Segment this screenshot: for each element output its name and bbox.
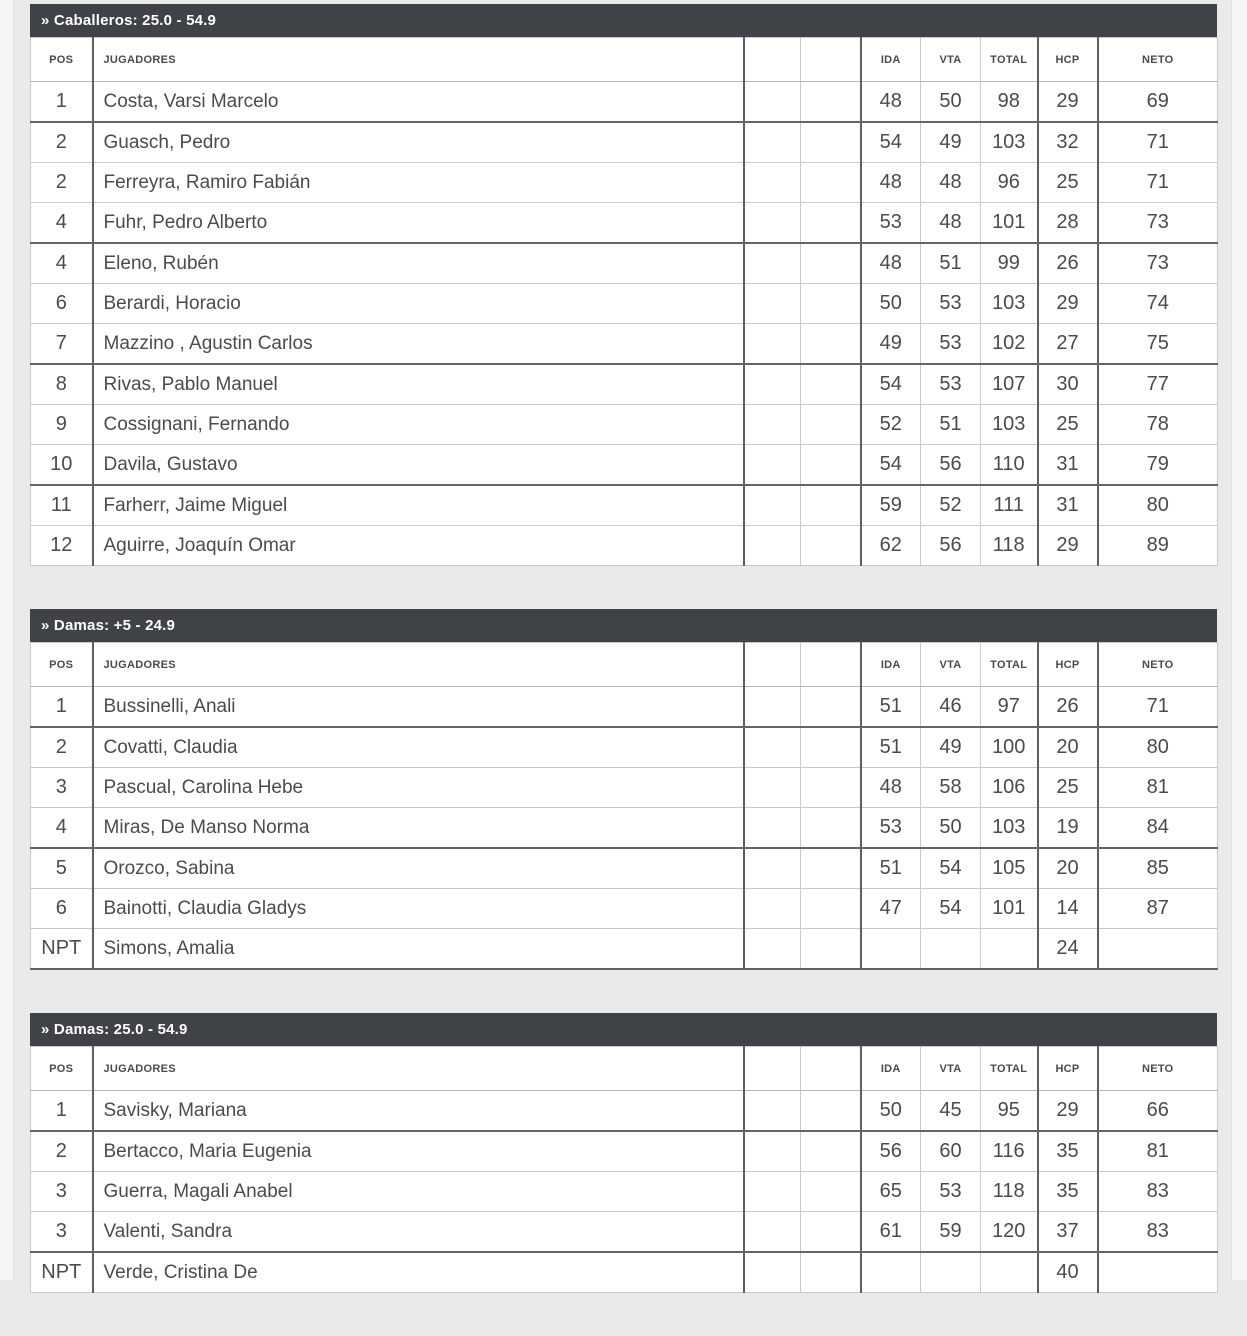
neto-cell: 81 [1098,1131,1218,1172]
hcp-cell: 37 [1038,1212,1098,1253]
vta-cell: 54 [921,889,981,929]
neto-cell [1098,929,1218,970]
name-cell: Farherr, Jaime Miguel [93,485,744,526]
col-header-blank [744,643,801,687]
pos-cell: 6 [31,889,93,929]
col-header-neto: NETO [1098,643,1218,687]
hcp-cell: 29 [1038,526,1098,566]
pos-cell: 3 [31,1212,93,1253]
neto-cell: 89 [1098,526,1218,566]
neto-cell: 83 [1098,1172,1218,1212]
neto-cell: 84 [1098,808,1218,849]
blank-cell [801,1252,861,1293]
blank-cell [744,768,801,808]
player-row [31,82,1218,123]
col-header-total: TOTAL [981,643,1038,687]
vta-cell: 49 [921,727,981,768]
total-cell: 107 [981,364,1038,405]
blank-cell [801,727,861,768]
blank-cell [744,485,801,526]
player-row [31,203,1218,244]
col-header-neto: NETO [1098,1047,1218,1091]
blank-cell [744,122,801,163]
blank-cell [801,1172,861,1212]
blank-cell [801,324,861,365]
name-cell: Ferreyra, Ramiro Fabián [93,163,744,203]
neto-cell: 80 [1098,485,1218,526]
ida-cell: 48 [861,768,921,808]
total-cell: 103 [981,808,1038,849]
col-header-ida: IDA [861,643,921,687]
name-cell: Eleno, Rubén [93,243,744,284]
col-header-hcp: HCP [1038,643,1098,687]
col-header-hcp: HCP [1038,1047,1098,1091]
pos-cell: 2 [31,122,93,163]
results-content [30,4,1217,1336]
pos-cell: 4 [31,243,93,284]
score-table [30,37,1218,566]
player-row [31,485,1218,526]
ida-cell: 51 [861,687,921,728]
pos-cell: 2 [31,163,93,203]
pos-cell: 4 [31,808,93,849]
hcp-cell: 28 [1038,203,1098,244]
name-cell: Orozco, Sabina [93,848,744,889]
name-cell: Rivas, Pablo Manuel [93,364,744,405]
player-row [31,929,1218,970]
vta-cell: 53 [921,324,981,365]
player-row [31,768,1218,808]
blank-cell [801,122,861,163]
pos-cell: 3 [31,1172,93,1212]
blank-cell [744,163,801,203]
player-row [31,284,1218,324]
score-table [30,642,1218,970]
blank-cell [744,203,801,244]
blank-cell [744,364,801,405]
ida-cell: 53 [861,203,921,244]
column-header-row [31,38,1218,82]
col-header-name: JUGADORES [93,38,744,82]
blank-cell [744,284,801,324]
neto-cell: 71 [1098,122,1218,163]
player-row [31,687,1218,728]
neto-cell: 78 [1098,405,1218,445]
neto-cell: 73 [1098,203,1218,244]
name-cell: Pascual, Carolina Hebe [93,768,744,808]
pos-cell: 11 [31,485,93,526]
name-cell: Savisky, Mariana [93,1091,744,1132]
hcp-cell: 25 [1038,163,1098,203]
blank-cell [744,889,801,929]
col-header-blank [801,1047,861,1091]
total-cell: 96 [981,163,1038,203]
hcp-cell: 35 [1038,1131,1098,1172]
hcp-cell: 20 [1038,727,1098,768]
col-header-hcp: HCP [1038,38,1098,82]
ida-cell: 51 [861,848,921,889]
pos-cell: 7 [31,324,93,365]
vta-cell [921,929,981,970]
vta-cell: 60 [921,1131,981,1172]
col-header-pos: POS [31,643,93,687]
hcp-cell: 20 [1038,848,1098,889]
hcp-cell: 25 [1038,768,1098,808]
table-title-bar: » Caballeros: 25.0 - 54.9 [30,4,1217,37]
player-row [31,163,1218,203]
blank-cell [744,1131,801,1172]
blank-cell [744,727,801,768]
score-table-section [30,1013,1217,1293]
vta-cell: 49 [921,122,981,163]
hcp-cell: 40 [1038,1252,1098,1293]
name-cell: Fuhr, Pedro Alberto [93,203,744,244]
score-table-section [30,609,1217,970]
vta-cell: 53 [921,284,981,324]
blank-cell [744,1091,801,1132]
name-cell: Valenti, Sandra [93,1212,744,1253]
vta-cell: 59 [921,1212,981,1253]
ida-cell: 52 [861,405,921,445]
neto-cell: 71 [1098,687,1218,728]
hcp-cell: 29 [1038,82,1098,123]
ida-cell: 62 [861,526,921,566]
col-header-pos: POS [31,1047,93,1091]
blank-cell [801,526,861,566]
page-left-edge [0,0,14,1280]
blank-cell [801,687,861,728]
total-cell: 98 [981,82,1038,123]
blank-cell [801,82,861,123]
blank-cell [801,485,861,526]
blank-cell [744,324,801,365]
pos-cell: 3 [31,768,93,808]
pos-cell: NPT [31,1252,93,1293]
player-row [31,243,1218,284]
ida-cell: 56 [861,1131,921,1172]
neto-cell: 74 [1098,284,1218,324]
neto-cell: 87 [1098,889,1218,929]
name-cell: Davila, Gustavo [93,445,744,486]
blank-cell [801,1091,861,1132]
total-cell: 100 [981,727,1038,768]
total-cell: 111 [981,485,1038,526]
vta-cell [921,1252,981,1293]
blank-cell [744,243,801,284]
blank-cell [801,1131,861,1172]
player-row [31,848,1218,889]
player-row [31,889,1218,929]
vta-cell: 50 [921,82,981,123]
total-cell: 110 [981,445,1038,486]
total-cell [981,1252,1038,1293]
player-row [31,526,1218,566]
vta-cell: 48 [921,163,981,203]
total-cell: 120 [981,1212,1038,1253]
player-row [31,445,1218,486]
blank-cell [744,929,801,970]
neto-cell: 77 [1098,364,1218,405]
blank-cell [801,848,861,889]
hcp-cell: 26 [1038,243,1098,284]
hcp-cell: 31 [1038,485,1098,526]
hcp-cell: 27 [1038,324,1098,365]
ida-cell [861,1252,921,1293]
col-header-blank [801,643,861,687]
ida-cell: 59 [861,485,921,526]
player-row [31,1252,1218,1293]
page-right-edge [1231,0,1247,1280]
vta-cell: 54 [921,848,981,889]
pos-cell: 1 [31,1091,93,1132]
neto-cell: 80 [1098,727,1218,768]
neto-cell: 81 [1098,768,1218,808]
total-cell [981,929,1038,970]
player-row [31,1131,1218,1172]
name-cell: Aguirre, Joaquín Omar [93,526,744,566]
total-cell: 103 [981,405,1038,445]
blank-cell [801,445,861,486]
ida-cell: 48 [861,243,921,284]
col-header-total: TOTAL [981,1047,1038,1091]
table-title-bar: » Damas: 25.0 - 54.9 [30,1013,1217,1046]
col-header-vta: VTA [921,643,981,687]
col-header-name: JUGADORES [93,643,744,687]
hcp-cell: 24 [1038,929,1098,970]
neto-cell: 69 [1098,82,1218,123]
blank-cell [801,405,861,445]
name-cell: Berardi, Horacio [93,284,744,324]
blank-cell [744,1252,801,1293]
player-row [31,1212,1218,1253]
vta-cell: 53 [921,1172,981,1212]
column-header-row [31,1047,1218,1091]
name-cell: Guerra, Magali Anabel [93,1172,744,1212]
name-cell: Bainotti, Claudia Gladys [93,889,744,929]
pos-cell: 5 [31,848,93,889]
neto-cell: 83 [1098,1212,1218,1253]
pos-cell: 1 [31,687,93,728]
hcp-cell: 25 [1038,405,1098,445]
vta-cell: 50 [921,808,981,849]
name-cell: Guasch, Pedro [93,122,744,163]
blank-cell [801,364,861,405]
total-cell: 105 [981,848,1038,889]
total-cell: 106 [981,768,1038,808]
col-header-blank [801,38,861,82]
vta-cell: 45 [921,1091,981,1132]
blank-cell [801,889,861,929]
name-cell: Costa, Varsi Marcelo [93,82,744,123]
ida-cell: 65 [861,1172,921,1212]
total-cell: 101 [981,203,1038,244]
name-cell: Miras, De Manso Norma [93,808,744,849]
name-cell: Bussinelli, Anali [93,687,744,728]
pos-cell: 10 [31,445,93,486]
player-row [31,1091,1218,1132]
name-cell: Verde, Cristina De [93,1252,744,1293]
ida-cell: 49 [861,324,921,365]
total-cell: 116 [981,1131,1038,1172]
blank-cell [744,808,801,849]
blank-cell [744,445,801,486]
ida-cell: 47 [861,889,921,929]
pos-cell: NPT [31,929,93,970]
blank-cell [744,1212,801,1253]
player-row [31,122,1218,163]
neto-cell: 73 [1098,243,1218,284]
hcp-cell: 26 [1038,687,1098,728]
total-cell: 95 [981,1091,1038,1132]
name-cell: Simons, Amalia [93,929,744,970]
vta-cell: 48 [921,203,981,244]
total-cell: 103 [981,284,1038,324]
blank-cell [801,768,861,808]
total-cell: 101 [981,889,1038,929]
player-row [31,364,1218,405]
ida-cell [861,929,921,970]
blank-cell [801,163,861,203]
blank-cell [744,82,801,123]
pos-cell: 8 [31,364,93,405]
neto-cell: 85 [1098,848,1218,889]
hcp-cell: 29 [1038,284,1098,324]
ida-cell: 61 [861,1212,921,1253]
ida-cell: 51 [861,727,921,768]
vta-cell: 51 [921,405,981,445]
col-header-pos: POS [31,38,93,82]
name-cell: Bertacco, Maria Eugenia [93,1131,744,1172]
name-cell: Covatti, Claudia [93,727,744,768]
player-row [31,727,1218,768]
player-row [31,1172,1218,1212]
hcp-cell: 29 [1038,1091,1098,1132]
total-cell: 103 [981,122,1038,163]
blank-cell [744,848,801,889]
vta-cell: 56 [921,526,981,566]
ida-cell: 48 [861,163,921,203]
blank-cell [801,284,861,324]
hcp-cell: 31 [1038,445,1098,486]
ida-cell: 50 [861,284,921,324]
neto-cell: 66 [1098,1091,1218,1132]
ida-cell: 48 [861,82,921,123]
hcp-cell: 32 [1038,122,1098,163]
pos-cell: 6 [31,284,93,324]
blank-cell [801,203,861,244]
neto-cell: 75 [1098,324,1218,365]
vta-cell: 53 [921,364,981,405]
ida-cell: 53 [861,808,921,849]
hcp-cell: 19 [1038,808,1098,849]
ida-cell: 54 [861,445,921,486]
vta-cell: 58 [921,768,981,808]
total-cell: 99 [981,243,1038,284]
col-header-blank [744,1047,801,1091]
vta-cell: 56 [921,445,981,486]
col-header-blank [744,38,801,82]
pos-cell: 9 [31,405,93,445]
blank-cell [801,1212,861,1253]
col-header-ida: IDA [861,1047,921,1091]
score-table-section [30,4,1217,566]
hcp-cell: 30 [1038,364,1098,405]
neto-cell: 79 [1098,445,1218,486]
total-cell: 102 [981,324,1038,365]
player-row [31,808,1218,849]
player-row [31,405,1218,445]
total-cell: 118 [981,526,1038,566]
vta-cell: 51 [921,243,981,284]
ida-cell: 50 [861,1091,921,1132]
blank-cell [744,1172,801,1212]
vta-cell: 52 [921,485,981,526]
neto-cell: 71 [1098,163,1218,203]
pos-cell: 2 [31,1131,93,1172]
col-header-neto: NETO [1098,38,1218,82]
column-header-row [31,643,1218,687]
col-header-name: JUGADORES [93,1047,744,1091]
score-table [30,1046,1218,1293]
table-title-bar: » Damas: +5 - 24.9 [30,609,1217,642]
ida-cell: 54 [861,364,921,405]
col-header-total: TOTAL [981,38,1038,82]
blank-cell [744,526,801,566]
name-cell: Cossignani, Fernando [93,405,744,445]
vta-cell: 46 [921,687,981,728]
col-header-vta: VTA [921,1047,981,1091]
hcp-cell: 14 [1038,889,1098,929]
hcp-cell: 35 [1038,1172,1098,1212]
col-header-vta: VTA [921,38,981,82]
neto-cell [1098,1252,1218,1293]
total-cell: 97 [981,687,1038,728]
pos-cell: 2 [31,727,93,768]
ida-cell: 54 [861,122,921,163]
blank-cell [744,405,801,445]
col-header-ida: IDA [861,38,921,82]
pos-cell: 4 [31,203,93,244]
blank-cell [801,929,861,970]
blank-cell [801,243,861,284]
total-cell: 118 [981,1172,1038,1212]
player-row [31,324,1218,365]
blank-cell [744,687,801,728]
pos-cell: 1 [31,82,93,123]
blank-cell [801,808,861,849]
pos-cell: 12 [31,526,93,566]
name-cell: Mazzino , Agustin Carlos [93,324,744,365]
